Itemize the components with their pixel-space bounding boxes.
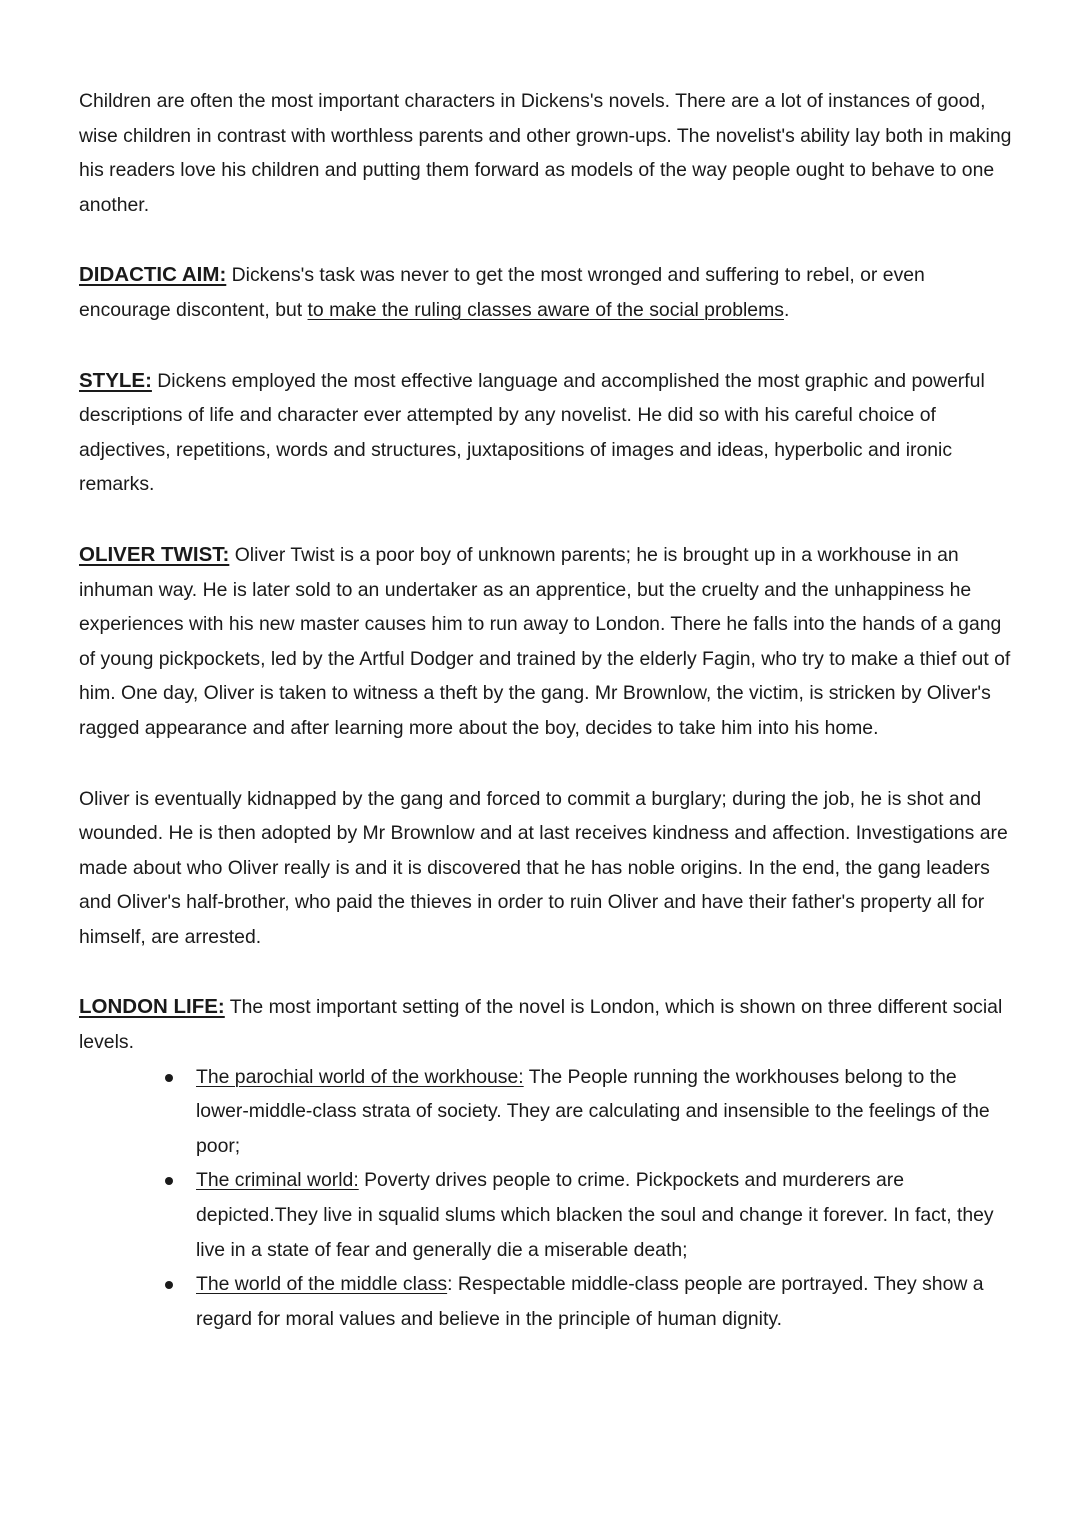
list-item-text: : Respectable middle-class people are portrayed. They show a regard for moral values and believe in the principle of human dignity. — [196, 1273, 984, 1330]
list-item — [196, 1163, 1014, 1267]
list-item-text: The People running the workhouses belong to the lower-middle-class strata of society. They are calculating and insensible to the feelings of the poor; — [196, 1065, 990, 1157]
style-paragraph — [79, 364, 1014, 502]
london-life-heading: LONDON LIFE: — [79, 995, 225, 1019]
list-item-text: Poverty drives people to crime. Pickpockets and murderers are depicted.They live in squalid slums which blacken the soul and change it forever. In fact, they live in a state of fear and generally die a miserable death; — [196, 1169, 994, 1261]
oliver-twist-continuation-paragraph — [79, 782, 1014, 955]
london-life-paragraph — [79, 990, 1014, 1059]
oliver-twist-continuation-text: Oliver is eventually kidnapped by the gang and forced to commit a burglary; during the job, he is shot and wounded. He is then adopted by Mr Brownlow and at last receives kindness and affection. Investigations are made about who Oliver really is and it is discovered that he has noble origins. In the end, the gang leaders and Oliver's half-brother, who paid the thieves in order to ruin Oliver and have their father's property all for himself, are arrested. — [79, 787, 1008, 948]
list-item — [196, 1060, 1014, 1164]
didactic-aim-text-end: . — [783, 298, 790, 321]
london-life-text: The most important setting of the novel is London, which is shown on three different social levels. — [79, 996, 1003, 1054]
didactic-aim-link[interactable]: to make the ruling classes aware of the social problems — [307, 298, 784, 321]
list-item-label: The parochial world of the workhouse: — [196, 1065, 524, 1088]
didactic-aim-text: Dickens's task was never to get the most wronged and suffering to rebel, or even encourage discontent, but — [79, 264, 925, 321]
oliver-twist-heading: OLIVER TWIST: — [79, 542, 230, 566]
style-text: Dickens employed the most effective language and accomplished the most graphic and powerful descriptions of life and character ever attempted by any novelist. He did so with his careful choice of adjectives, repetitions, words and structures, juxtapositions of images and ideas, hyperbolic and ironic remarks. — [79, 369, 985, 496]
bullet-icon — [165, 1281, 173, 1289]
style-heading: STYLE: — [79, 368, 152, 392]
list-item-label: The world of the middle class — [196, 1273, 448, 1296]
didactic-aim-paragraph — [79, 258, 1014, 327]
london-life-list — [79, 1060, 1014, 1337]
oliver-twist-text: Oliver Twist is a poor boy of unknown parents; he is brought up in a workhouse in an inhuman way. He is later sold to an undertaker as an apprentice, but the cruelty and the unhappiness he experiences with his new master causes him to run away to London. There he falls into the hands of a gang of young pickpockets, led by the Artful Dodger and trained by the elderly Fagin, who try to make a thief out of him. One day, Oliver is taken to witness a theft by the gang. Mr Brownlow, the victim, is stricken by Oliver's ragged appearance and after learning more about the boy, decides to take him into his home. — [79, 543, 1011, 739]
oliver-twist-paragraph — [79, 538, 1014, 746]
document-page — [79, 84, 1014, 1336]
list-item-label: The criminal world: — [196, 1169, 359, 1192]
intro-paragraph — [79, 84, 1014, 222]
bullet-icon — [165, 1074, 173, 1082]
list-item — [196, 1267, 1014, 1336]
intro-text: Children are often the most important characters in Dickens's novels. There are a lot of instances of good, wise children in contrast with worthless parents and other grown-ups. The novelist's ability lay both in making his readers love his children and putting them forward as models of the way people ought to behave to one another. — [79, 90, 1012, 216]
didactic-aim-heading: DIDACTIC AIM: — [79, 263, 227, 287]
bullet-icon — [165, 1177, 173, 1185]
